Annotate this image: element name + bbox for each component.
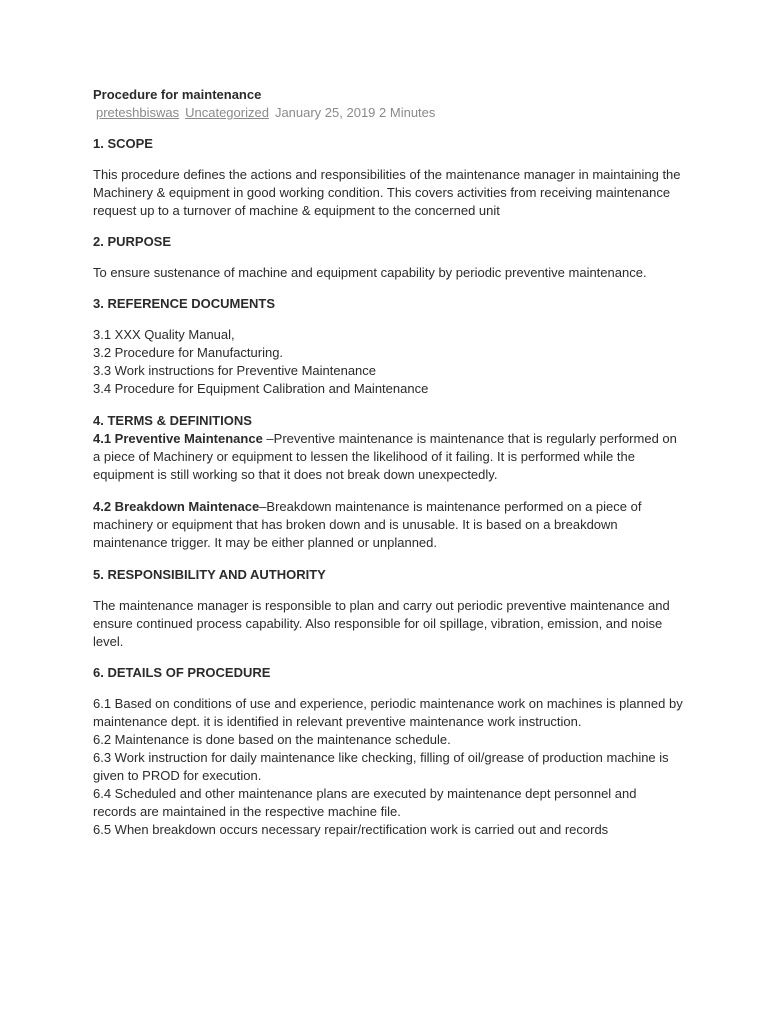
document-page [93, 86, 683, 839]
reference-list [93, 326, 683, 398]
list-item: 3.3 Work instructions for Preventive Maintenance [93, 363, 377, 378]
term-definition: –Breakdown maintenance is maintenance performed on a piece of machinery or equipment that has broken down and is unusable. It is based on a breakdown maintenance trigger. It may be either planned or unplanned. [93, 499, 642, 550]
read-time: 2 Minutes [379, 105, 436, 120]
section-heading-purpose: 2. PURPOSE [93, 234, 172, 249]
section-heading-details: 6. DETAILS OF PROCEDURE [93, 665, 271, 680]
list-item: 3.2 Procedure for Manufacturing. [93, 345, 284, 360]
post-meta [96, 104, 683, 122]
purpose-body: To ensure sustenance of machine and equipment capability by periodic preventive maintenance. [93, 265, 647, 280]
scope-body: This procedure defines the actions and responsibilities of the maintenance manager in maintaining the Machinery & equipment in good working condition. This covers activities from receiving maintenance request up to a turnover of machine & equipment to the concerned unit [93, 167, 681, 218]
list-item: 6.4 Scheduled and other maintenance plans are executed by maintenance dept personnel and records are maintained in the respective machine file. [93, 786, 637, 819]
author-link[interactable]: preteshbiswas [96, 105, 180, 120]
term-label: 4.1 Preventive Maintenance [93, 431, 263, 446]
category-link[interactable]: Uncategorized [185, 105, 269, 120]
section-heading-references: 3. REFERENCE DOCUMENTS [93, 296, 276, 311]
list-item: 6.3 Work instruction for daily maintenance like checking, filling of oil/grease of production machine is given to PROD for execution. [93, 750, 669, 783]
list-item: 3.1 XXX Quality Manual, [93, 327, 235, 342]
term-definition: –Preventive maintenance is maintenance that is regularly performed on a piece of Machinery or equipment to lessen the likelihood of it failing. It is performed while the equipment is still working so that it does not break down unexpectedly. [93, 431, 677, 482]
term-label: 4.2 Breakdown Maintenace [93, 499, 260, 514]
list-item: 6.1 Based on conditions of use and experience, periodic maintenance work on machines is planned by maintenance dept. it is identified in relevant preventive maintenance work instruction. [93, 696, 683, 729]
section-heading-terms: 4. TERMS & DEFINITIONS [93, 413, 252, 428]
post-date: January 25, 2019 [274, 105, 376, 120]
term-breakdown-maintenance [93, 498, 683, 552]
list-item: 6.2 Maintenance is done based on the maintenance schedule. [93, 732, 451, 747]
responsibility-body: The maintenance manager is responsible to plan and carry out periodic preventive maintenance and ensure continued process capability. Also responsible for oil spillage, vibration, emission, and noise level. [93, 598, 670, 649]
section-heading-scope: 1. SCOPE [93, 136, 153, 151]
list-item: 3.4 Procedure for Equipment Calibration and Maintenance [93, 381, 429, 396]
term-preventive-maintenance [93, 430, 683, 484]
section-heading-responsibility: 5. RESPONSIBILITY AND AUTHORITY [93, 567, 326, 582]
list-item: 6.5 When breakdown occurs necessary repair/rectification work is carried out and records [93, 822, 609, 837]
post-title: Procedure for maintenance [93, 87, 262, 102]
procedure-list [93, 695, 683, 839]
